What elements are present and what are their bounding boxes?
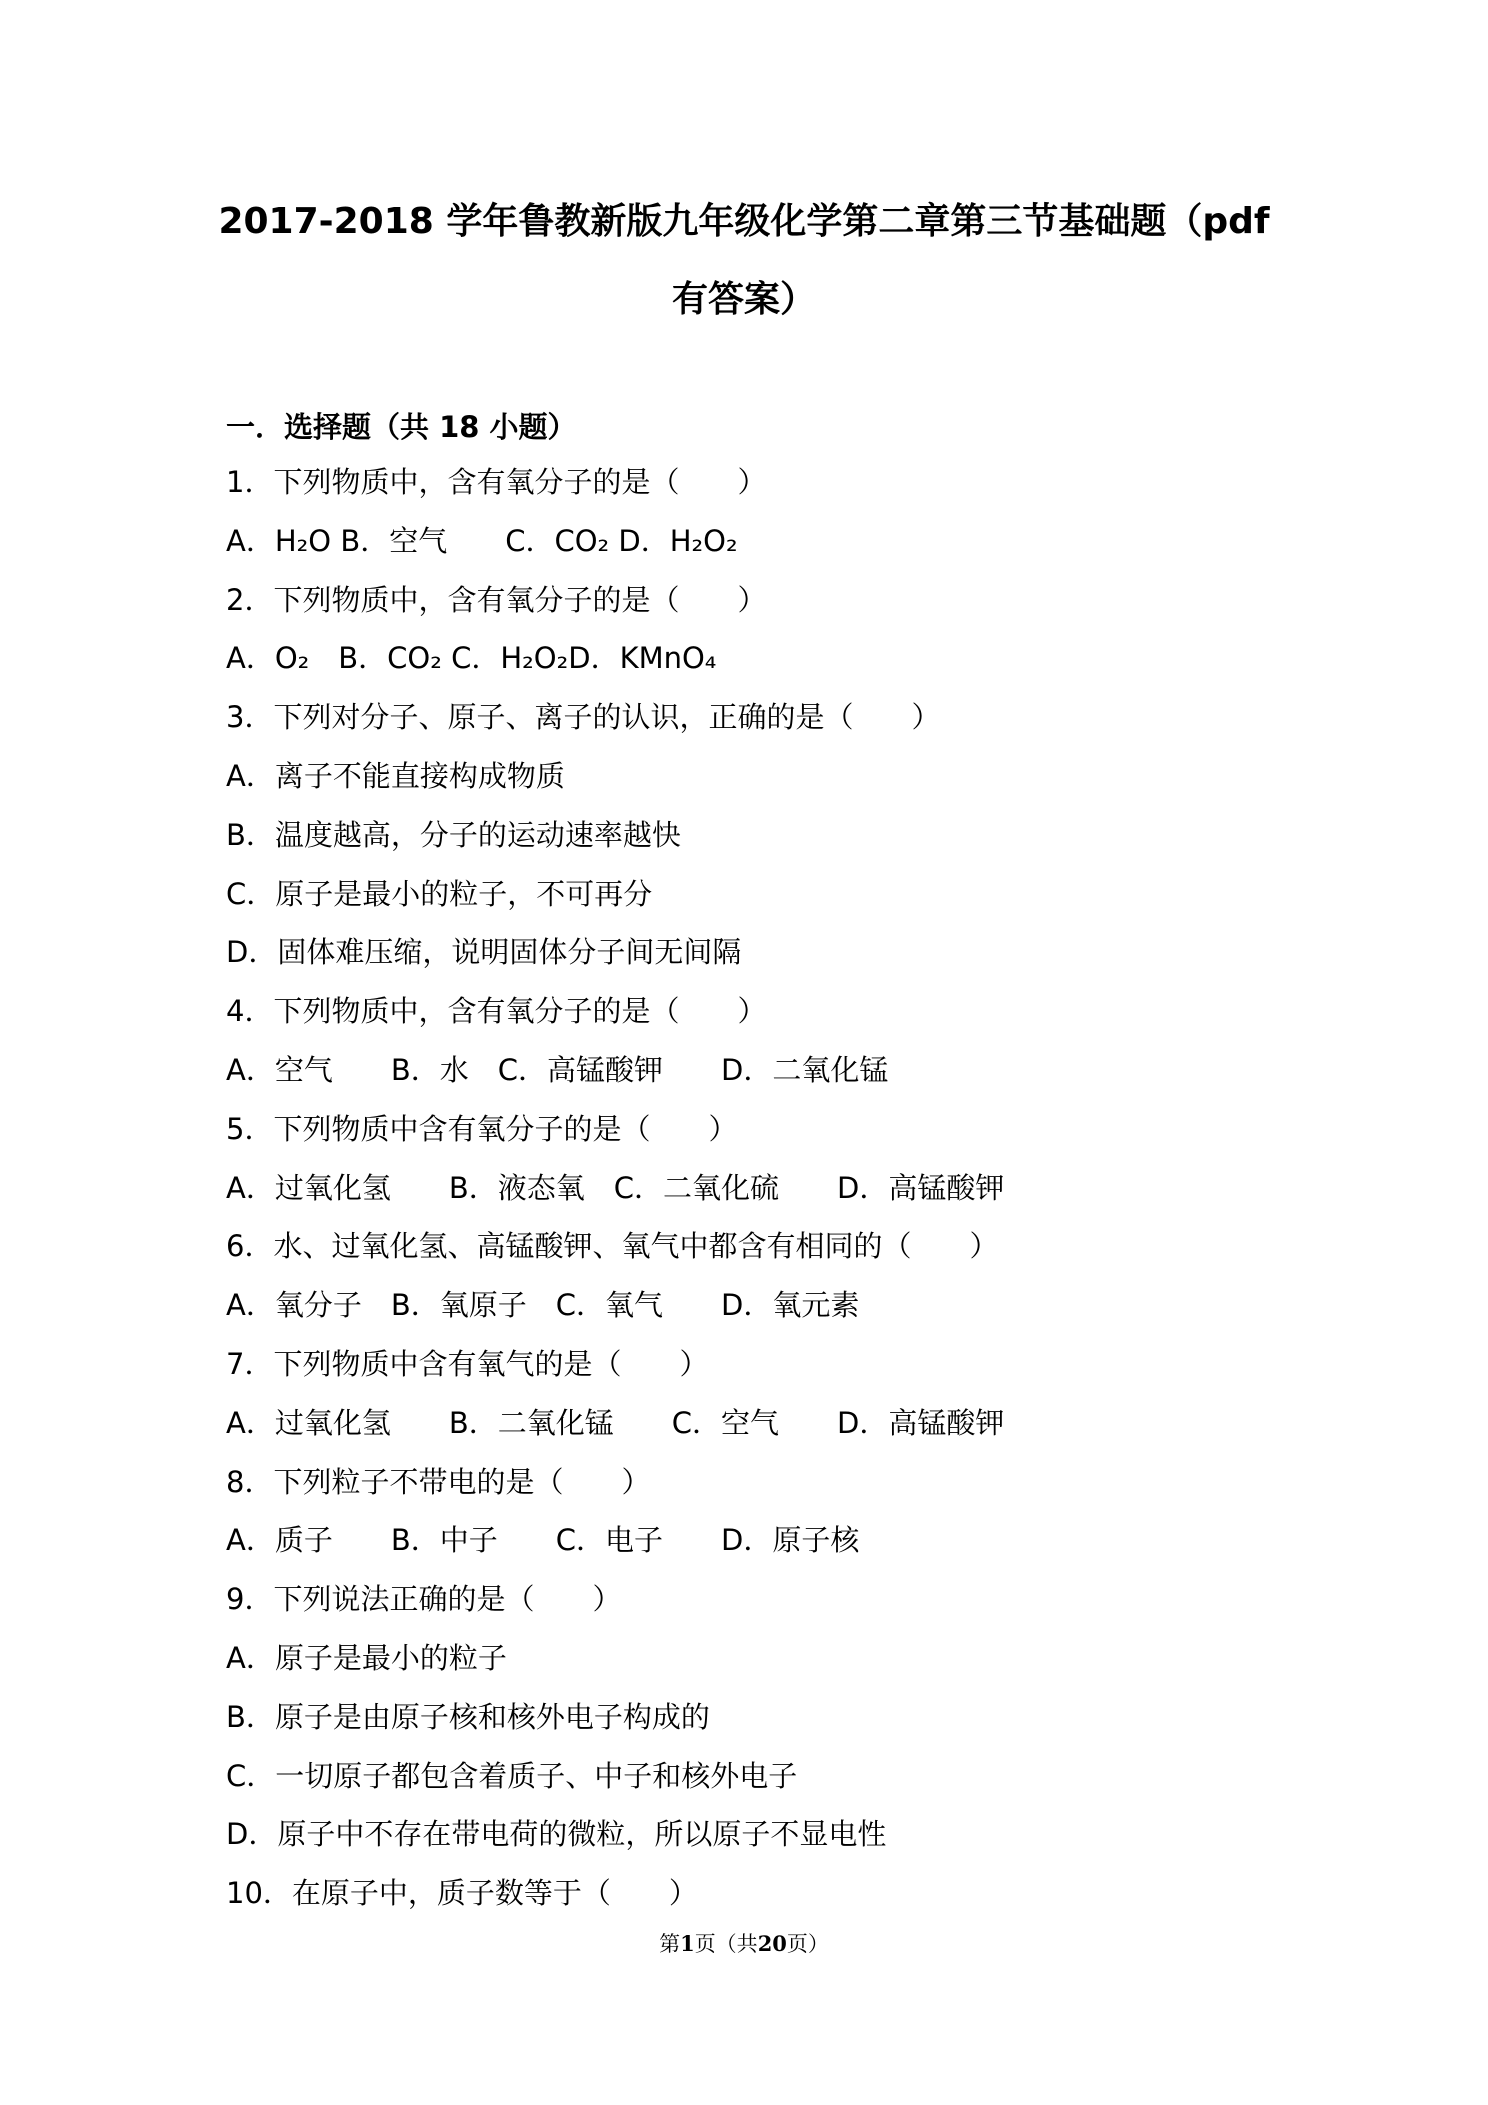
question-3-option-c: C．原子是最小的粒子，不可再分 [226,876,653,911]
question-9-option-d: D．原子中不存在带电荷的微粒，所以原子不显电性 [226,1817,887,1852]
question-8: 8．下列粒子不带电的是（ ） [226,1464,651,1499]
footer-total-pages: 20 [757,1931,787,1956]
question-9-option-a: A．原子是最小的粒子 [226,1640,507,1675]
question-7: 7．下列物质中含有氧气的是（ ） [226,1346,709,1381]
question-9-option-c: C．一切原子都包含着质子、中子和核外电子 [226,1758,798,1793]
footer-suffix: 页） [786,1932,829,1956]
question-9-option-b: B．原子是由原子核和核外电子构成的 [226,1699,710,1734]
question-3-option-a: A．离子不能直接构成物质 [226,758,565,793]
question-10: 10．在原子中，质子数等于（ ） [226,1876,698,1911]
question-8-options: A．质子 B．中子 C．电子 D．原子核 [226,1523,860,1558]
document-title-line-1: 2017-2018 学年鲁教新版九年级化学第二章第三节基础题（pdf [218,201,1270,242]
page-footer [0,1928,1488,1958]
question-5-options: A．过氧化氢 B．液态氧 C．二氧化硫 D．高锰酸钾 [226,1170,1005,1205]
question-3-option-d: D．固体难压缩，说明固体分子间无间隔 [226,935,742,970]
question-4-options: A．空气 B．水 C．高锰酸钾 D．二氧化锰 [226,1052,889,1087]
footer-page-number: 1 [680,1931,695,1956]
question-9: 9．下列说法正确的是（ ） [226,1582,622,1617]
question-6-options: A．氧分子 B．氧原子 C．氧气 D．氧元素 [226,1288,860,1323]
section-heading: 一．选择题（共 18 小题） [226,410,577,444]
question-1-options: A．H₂O B．空气 C．CO₂ D．H₂O₂ [226,523,738,558]
question-1: 1．下列物质中，含有氧分子的是（ ） [226,465,767,499]
question-3-option-b: B．温度越高，分子的运动速率越快 [226,817,681,852]
question-2-options: A．O₂ B．CO₂ C．H₂O₂D．KMnO₄ [226,641,717,676]
question-6: 6．水、过氧化氢、高锰酸钾、氧气中都含有相同的（ ） [226,1229,999,1264]
question-3: 3．下列对分子、原子、离子的认识，正确的是（ ） [226,700,941,735]
document-title-line-2: 有答案） [671,279,816,320]
question-2: 2．下列物质中，含有氧分子的是（ ） [226,582,767,617]
question-4: 4．下列物质中，含有氧分子的是（ ） [226,994,767,1029]
question-5: 5．下列物质中含有氧分子的是（ ） [226,1111,738,1146]
question-7-options: A．过氧化氢 B．二氧化锰 C．空气 D．高锰酸钾 [226,1405,1005,1440]
footer-prefix: 第 [659,1932,681,1956]
footer-middle: 页（共 [694,1932,758,1956]
question-list [226,462,1004,1932]
